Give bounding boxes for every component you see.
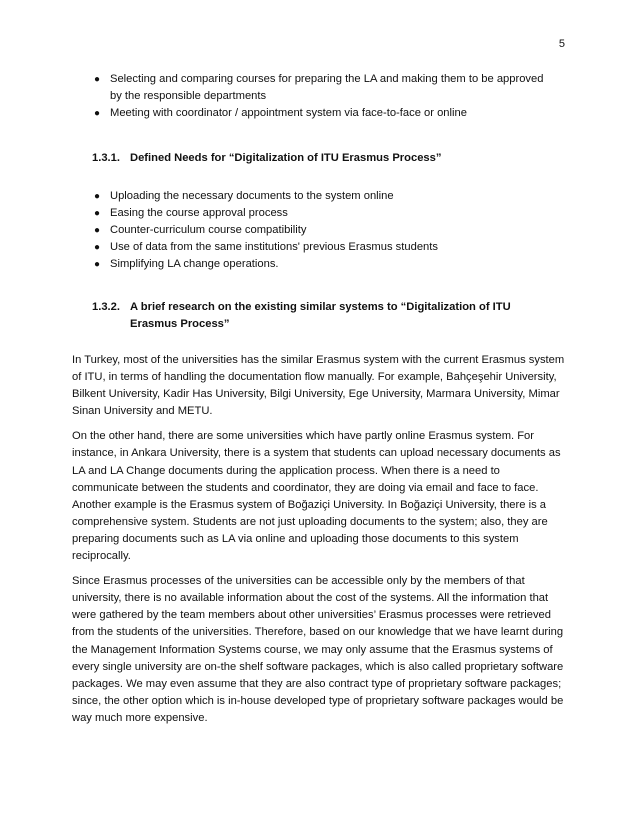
section-heading-1-3-2 [92, 299, 562, 333]
section-title: Defined Needs for “Digitalization of ITU Erasmus Process” [130, 152, 442, 164]
list-item-text: Use of data from the same institutions' previous Erasmus students [110, 241, 438, 253]
page-number: 5 [558, 38, 565, 50]
list-item [72, 71, 552, 105]
section-heading-1-3-1 [92, 150, 441, 167]
paragraph: In Turkey, most of the universities has the similar Erasmus system with the current Erasmus system of ITU, in terms of handling the documentation flow manually. For example, Bahçeşehir University, Bilkent University, Kadir Has University, Bilgi University, Ege University, Marmara University, Mimar Sinan University and METU. [72, 354, 565, 418]
bullet-icon: ● [94, 242, 101, 253]
bullet-icon: ● [94, 208, 101, 219]
list-item-text: Easing the course approval process [110, 207, 288, 219]
list-item-text: Simplifying LA change operations. [110, 258, 279, 270]
section-number: 1.3.2. [92, 301, 120, 313]
list-item-text: Uploading the necessary documents to the system online [110, 190, 394, 202]
bullet-icon: ● [94, 225, 101, 236]
body-text [72, 352, 566, 735]
list-item [72, 188, 552, 205]
bullet-icon: ● [94, 74, 101, 85]
bullet-icon: ● [94, 191, 101, 202]
list-item [72, 256, 552, 273]
section-title: A brief research on the existing similar systems to “Digitalization of ITU Erasmus Process” [130, 301, 511, 330]
section-number: 1.3.1. [92, 152, 120, 164]
list-item-text: Counter-curriculum course compatibility [110, 224, 307, 236]
top-bullet-list [72, 71, 552, 122]
list-item-text: Meeting with coordinator / appointment system via face-to-face or online [110, 107, 467, 119]
list-item-text: Selecting and comparing courses for preparing the LA and making them to be approved by the responsible departments [110, 73, 544, 102]
bullet-icon: ● [94, 259, 101, 270]
list-item [72, 222, 552, 239]
paragraph: On the other hand, there are some universities which have partly online Erasmus system. For instance, in Ankara University, there is a system that students can upload necessary documents as LA and LA Change documents during the application process. When there is a need to communicate between the students and coordinator, they are doing via email and face to face. Another example is the Erasmus system of Boğaziçi University. In Boğaziçi University, there is a comprehensive system. Students are not just uploading documents to the system; also, they are preparing documents such as LA via online and uploading those documents to this system reciprocally. [72, 430, 561, 563]
list-item [72, 205, 552, 222]
paragraph: Since Erasmus processes of the universities can be accessible only by the members of that university, there is no available information about the cost of the systems. All the information that were gathered by the team members about other universities’ Erasmus processes were retrieved from the students of the universities. Therefore, based on our knowledge that we have learnt during the Management Information Systems course, we may only assume that the Erasmus systems of every single university are on-the shelf software packages, which is also called proprietary software packages. We may even assume that they are also contract type of proprietary software packages; since, the other option which is in-house developed type of proprietary software packages would be way much more expensive. [72, 575, 564, 724]
bullet-icon: ● [94, 108, 101, 119]
list-item [72, 105, 552, 122]
needs-bullet-list [72, 188, 552, 273]
list-item [72, 239, 552, 256]
